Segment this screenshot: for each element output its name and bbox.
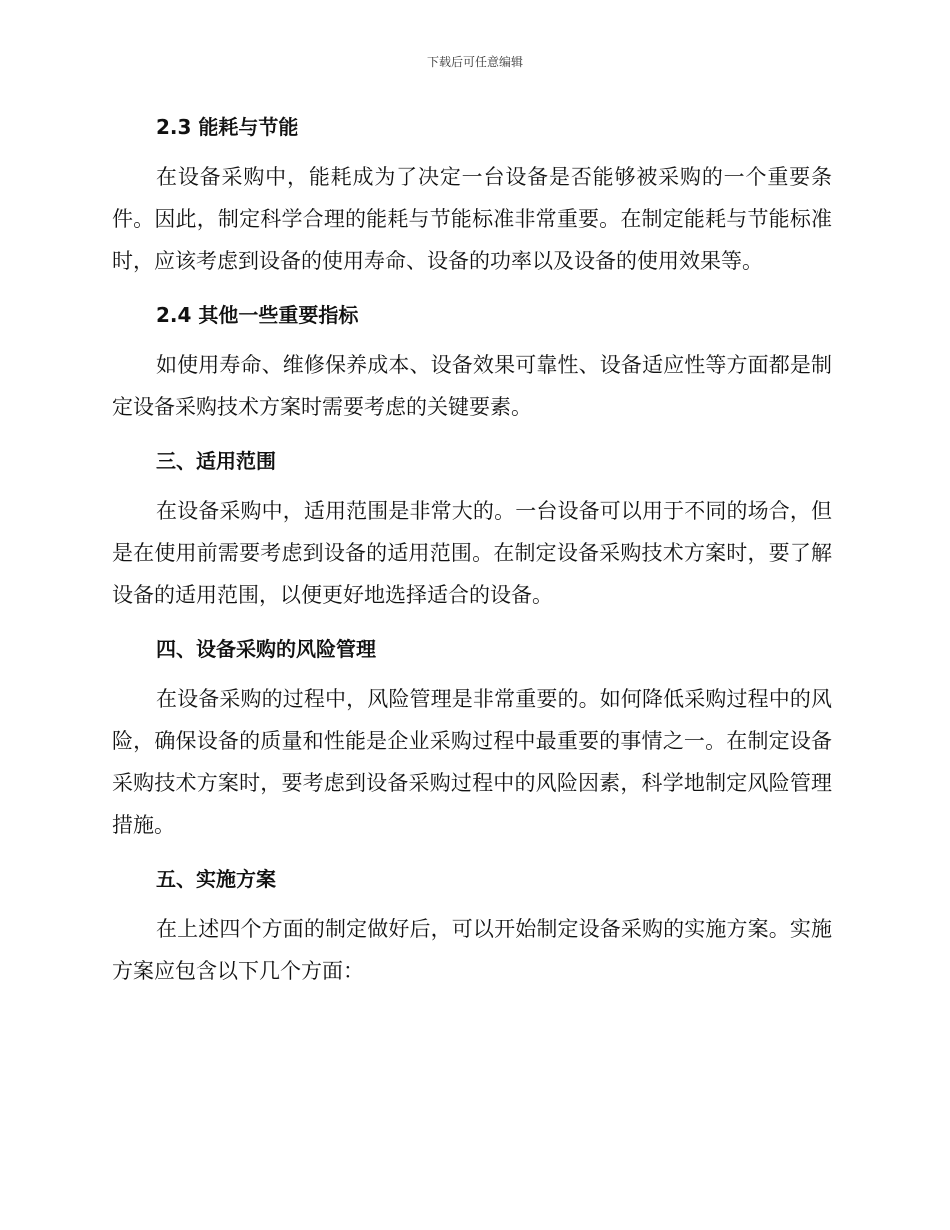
section-2-4 bbox=[112, 294, 832, 428]
section-5 bbox=[112, 858, 832, 992]
section-paragraph: 在设备采购中，适用范围是非常大的。一台设备可以用于不同的场合，但是在使用前需要考虑到设备的适用范围。在制定设备采购技术方案时，要了解设备的适用范围，以便更好地选择适合的设备。 bbox=[112, 499, 832, 607]
section-paragraph: 在上述四个方面的制定做好后，可以开始制定设备采购的实施方案。实施方案应包含以下几个方面： bbox=[112, 917, 832, 983]
header-note: 下载后可任意编辑 bbox=[426, 55, 523, 69]
document-body bbox=[112, 106, 832, 1004]
section-heading: 三、适用范围 bbox=[156, 449, 276, 473]
section-paragraph: 如使用寿命、维修保养成本、设备效果可靠性、设备适应性等方面都是制定设备采购技术方案时需要考虑的关键要素。 bbox=[112, 353, 832, 419]
section-paragraph: 在设备采购中，能耗成为了决定一台设备是否能够被采购的一个重要条件。因此，制定科学合理的能耗与节能标准非常重要。在制定能耗与节能标准时，应该考虑到设备的使用寿命、设备的功率以及设备的使用效果等。 bbox=[112, 165, 832, 273]
section-heading: 2.3 能耗与节能 bbox=[156, 115, 299, 139]
section-paragraph: 在设备采购的过程中，风险管理是非常重要的。如何降低采购过程中的风险，确保设备的质量和性能是企业采购过程中最重要的事情之一。在制定设备采购技术方案时，要考虑到设备采购过程中的风险因素，科学地制定风险管理措施。 bbox=[112, 687, 832, 837]
section-heading: 四、设备采购的风险管理 bbox=[156, 637, 376, 661]
section-3 bbox=[112, 440, 832, 616]
section-2-3 bbox=[112, 106, 832, 282]
section-4 bbox=[112, 628, 832, 846]
section-heading: 五、实施方案 bbox=[156, 867, 276, 891]
section-heading: 2.4 其他一些重要指标 bbox=[156, 303, 359, 327]
